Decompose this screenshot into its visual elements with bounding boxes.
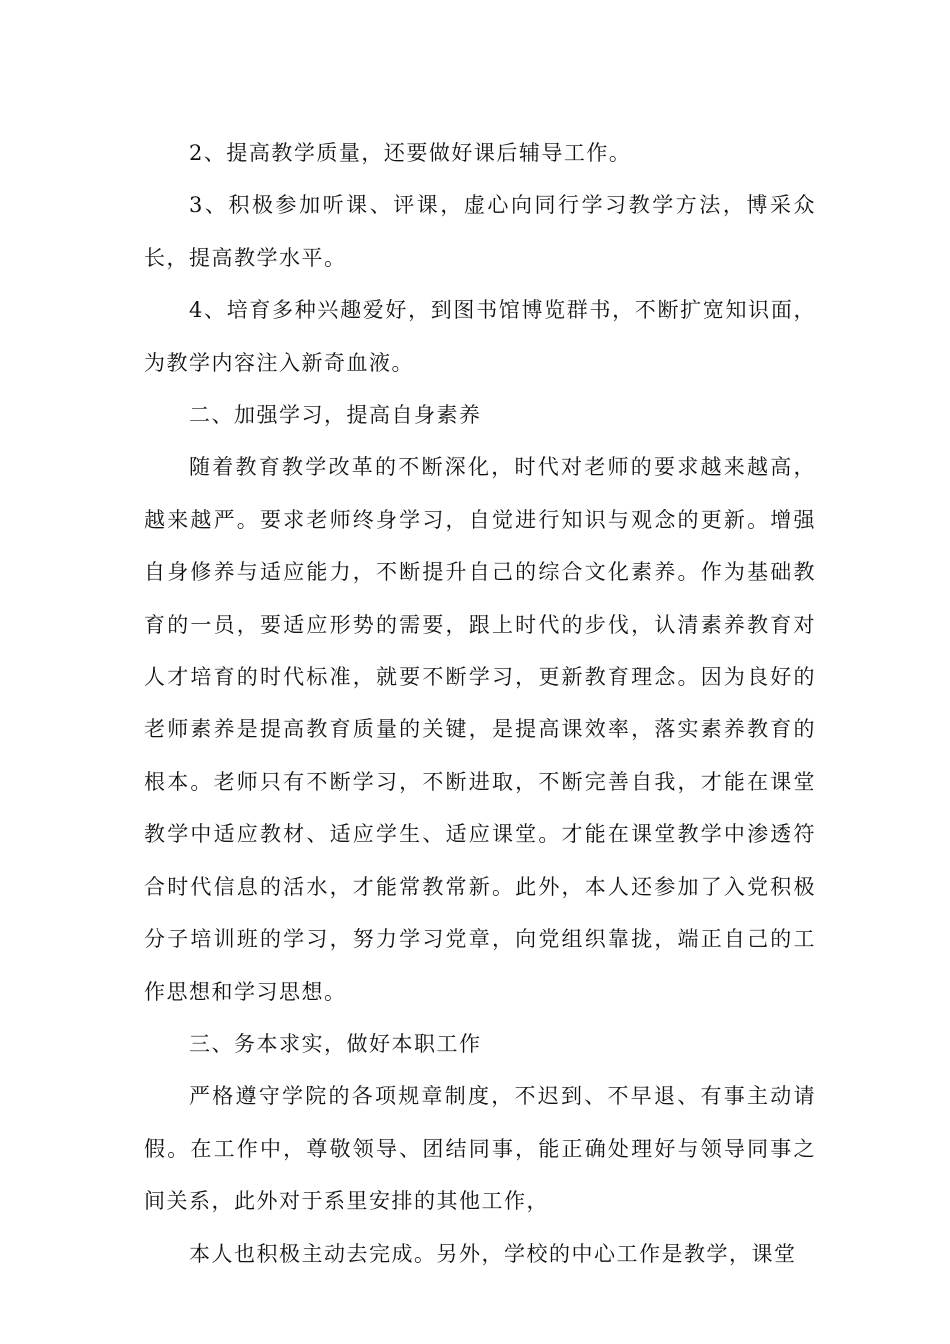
paragraph-item-3: 3、积极参加听课、评课，虚心向同行学习教学方法，博采众长，提高教学水平。 [144, 193, 816, 270]
paragraph-item-2: 2、提高教学质量，还要做好课后辅导工作。 [189, 141, 632, 165]
section-3-continuation: 本人也积极主动去完成。另外，学校的中心工作是教学，课堂 [189, 1241, 797, 1266]
section-2-body: 随着教育教学改革的不断深化，时代对老师的要求越来越高，越来越严。要求老师终身学习，自觉进行知识与观念的更新。增强自身修养与适应能力，不断提升自己的综合文化素养。作为基础教育的一员，要适应形势的需要，跟上时代的步伐，认清素养教育对人才培育的时代标准，就要不断学习，更新教育理念。因为良好的老师素养是提高教育质量的关键，是提高课效率，落实素养教育的根本。老师只有不断学习，不断进取，不断完善自我，才能在课堂教学中适应教材、适应学生、适应课堂。才能在课堂教学中渗透符合时代信息的活水，才能常教常新。此外，本人还参加了入党积极分子培训班的学习，努力学习党章，向党组织靠拢，端正自己的工作思想和学习思想。 [144, 455, 816, 1004]
document-body [144, 127, 816, 1280]
section-3-body: 严格遵守学院的各项规章制度，不迟到、不早退、有事主动请假。在工作中，尊敬领导、团结同事，能正确处理好与领导同事之间关系，此外对于系里安排的其他工作， [144, 1084, 816, 1214]
paragraph-item-4: 4、培育多种兴趣爱好，到图书馆博览群书，不断扩宽知识面，为教学内容注入新奇血液。 [144, 298, 816, 375]
section-heading-2: 二、加强学习，提高自身素养 [189, 403, 482, 428]
section-heading-3: 三、务本求实，做好本职工作 [189, 1031, 482, 1056]
